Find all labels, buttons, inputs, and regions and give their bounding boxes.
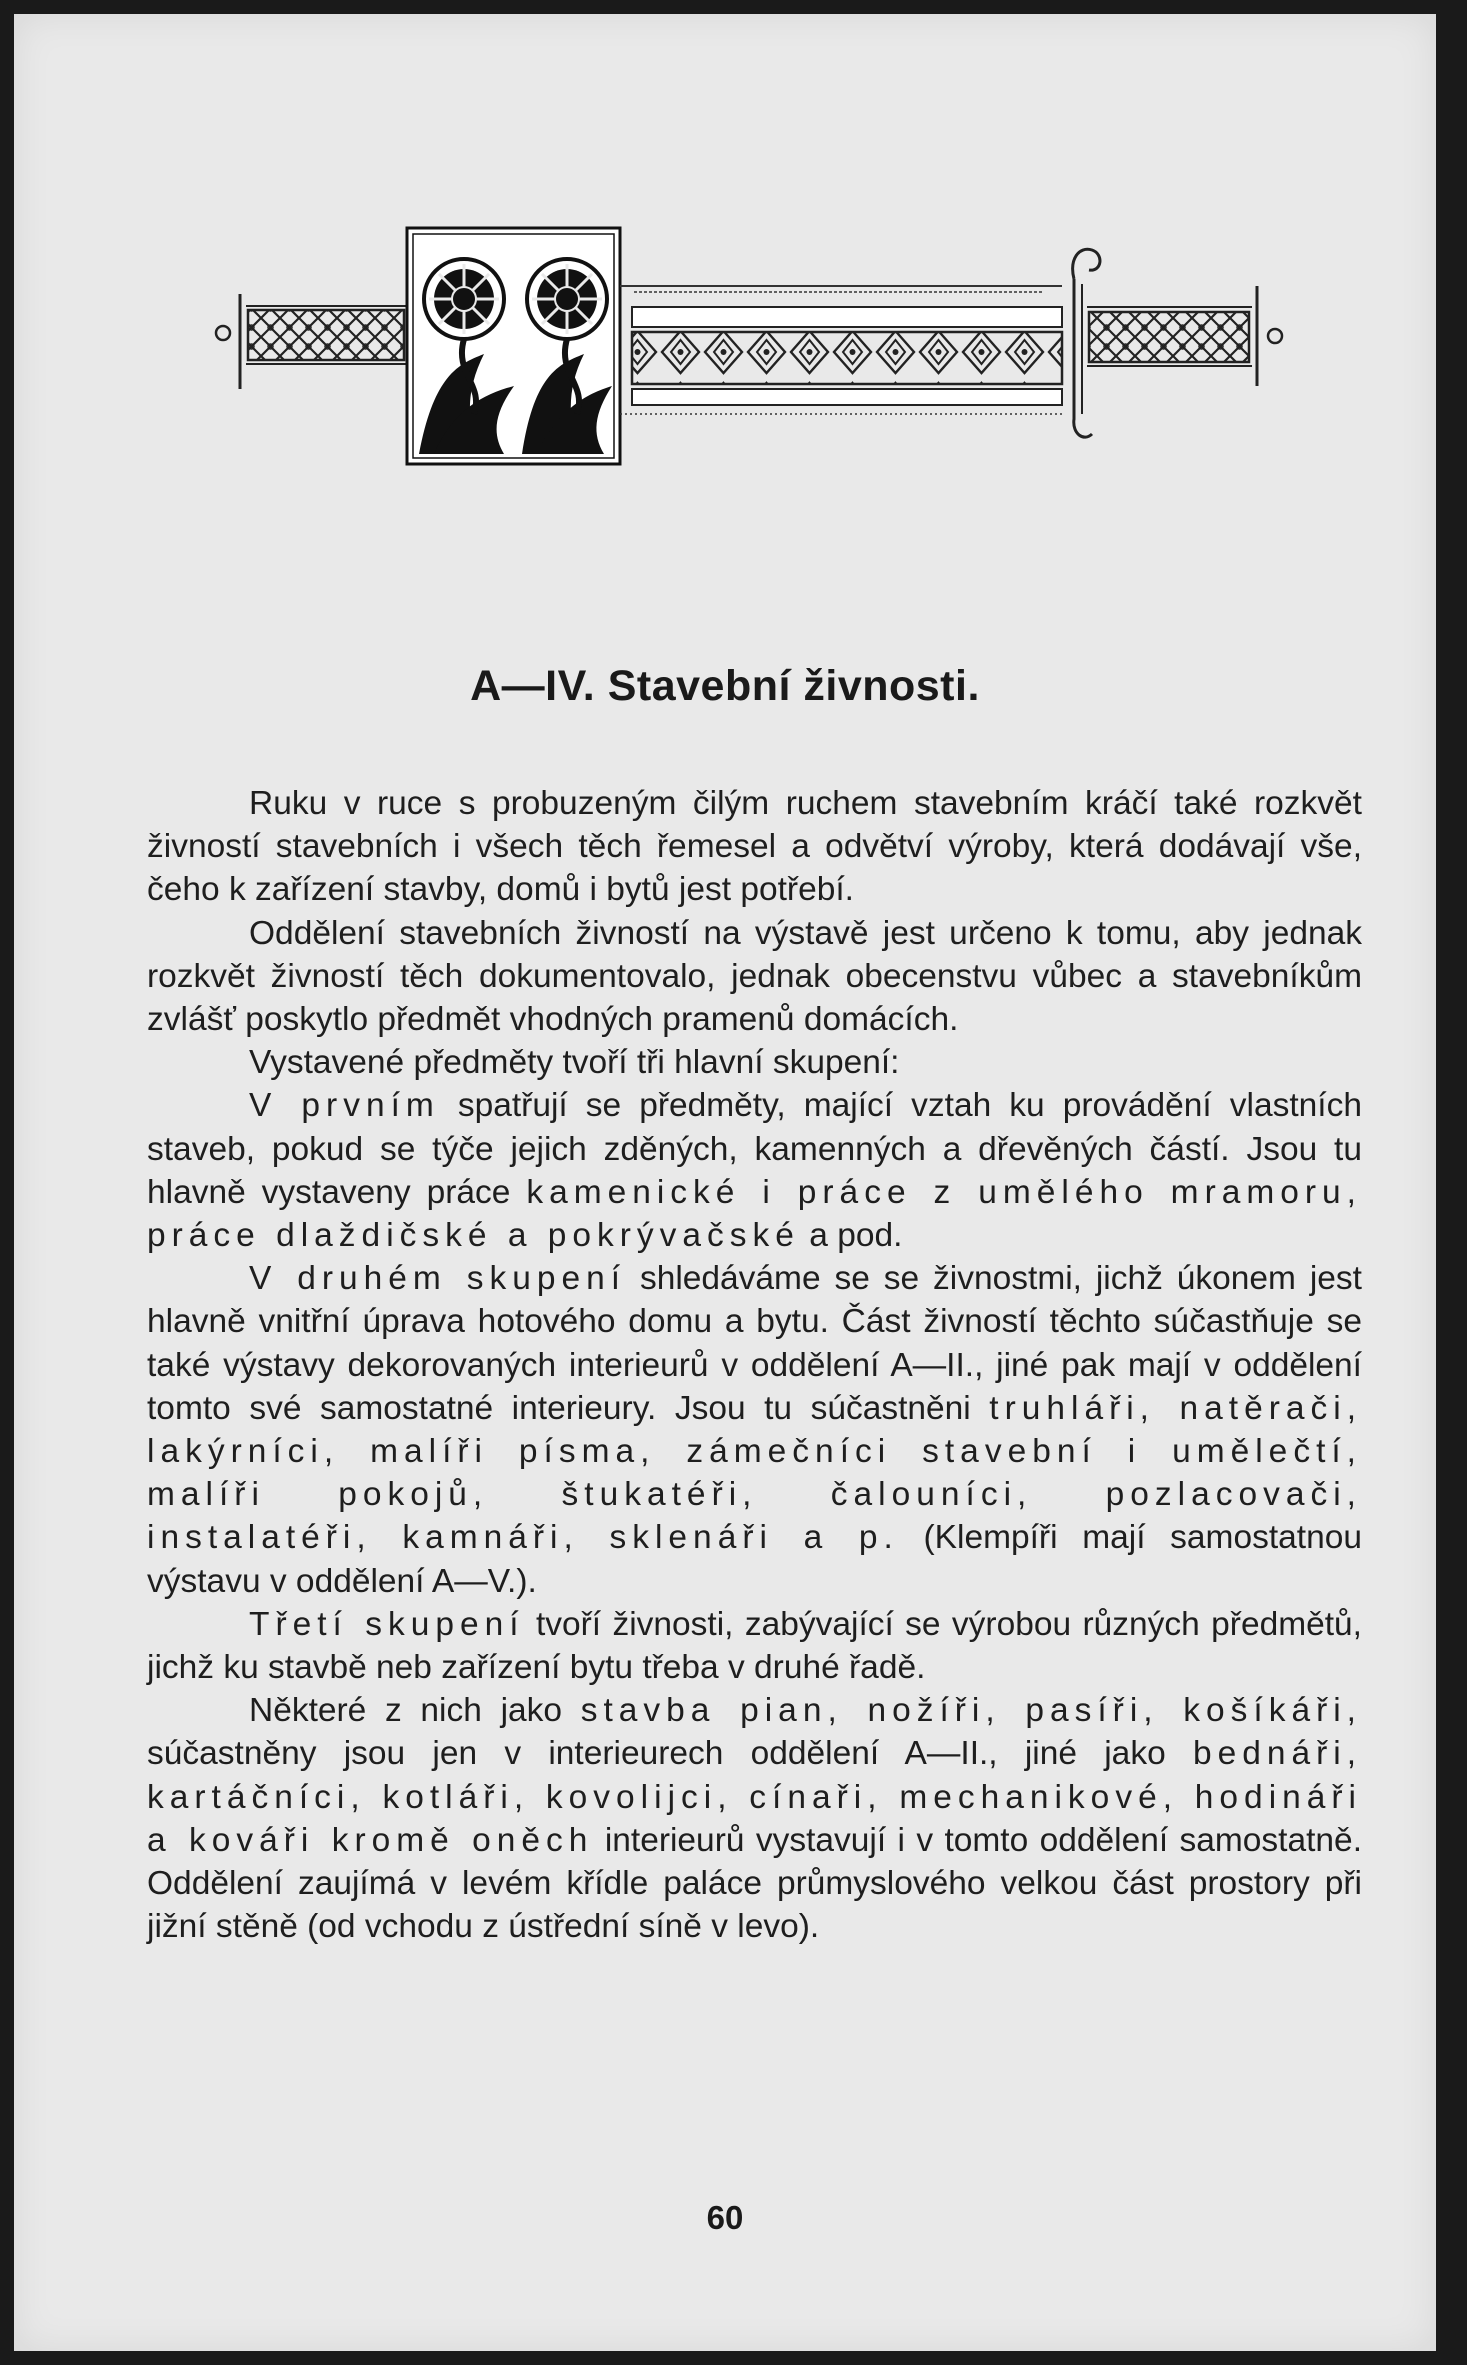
decorative-header-ornament bbox=[14, 14, 1436, 534]
flower-panel-icon bbox=[407, 228, 620, 464]
section-heading: A—IV. Stavební živnosti. bbox=[470, 662, 980, 710]
spaced-emphasis: V druhém skupení bbox=[249, 1260, 627, 1298]
paragraph bbox=[147, 1603, 1362, 1689]
text-run: interieurů vystavují i v tomto oddělení samostatně. Oddělení zaujímá v levém křídle paláce průmyslového velkou část prostory při jižní stěně (od vchodu z ústřední síně v levo). bbox=[147, 1821, 1362, 1946]
text-run: Vystavené předměty tvoří tři hlavní skupení: bbox=[249, 1044, 900, 1082]
body-text bbox=[147, 782, 1362, 1948]
spaced-emphasis: stavba pian, nožíři, pasíři, košíkáři, bbox=[580, 1692, 1362, 1730]
text-run: Ruku v ruce s probuzeným čilým ruchem stavebním kráčí také rozkvět živností stavebních i všech těch řemesel a odvětví výroby, která dodávají vše, čeho k zařízení stavby, domů i bytů jest potřebí. bbox=[147, 785, 1362, 909]
page-number: 60 bbox=[706, 2199, 744, 2236]
paragraph bbox=[147, 1041, 1362, 1084]
text-run: Některé z nich jako bbox=[249, 1692, 581, 1730]
text-run: (Klempíři mají samostatnou výstavu v oddělení A—V.). bbox=[147, 1519, 1362, 1600]
paragraph bbox=[147, 1689, 1362, 1948]
book-page bbox=[14, 14, 1436, 2351]
paragraph bbox=[147, 782, 1362, 912]
text-run: a pod. bbox=[799, 1217, 903, 1255]
spaced-emphasis: V prvním bbox=[249, 1087, 440, 1125]
text-run: shledáváme se se živnostmi, jichž úkonem jest hlavně vnitřní úprava hotového domu a bytu. Část živností těchto súčastňuje se také výstavy dekorovaných interieurů v oddělení A—II., jiné pak mají v oddělení tomto své samostatné interieury. Jsou tu súčastněni bbox=[147, 1260, 1362, 1427]
text-run: Oddělení stavebních živností na výstavě jest určeno k tomu, aby jednak rozkvět živností těch dokumentovalo, jednak obecenstvu vůbec a stavebníkům zvlášť poskytlo předmět vhodných pramenů domácích. bbox=[147, 914, 1362, 1039]
paragraph bbox=[147, 912, 1362, 1042]
text-run: tvoří živnosti, zabývající se výrobou různých předmětů, jichž ku stavbě neb zařízení bytu třeba v druhé řadě. bbox=[147, 1605, 1362, 1687]
left-knob-icon bbox=[216, 326, 230, 340]
spaced-emphasis: kamenické i práce z umělého mramoru, práce dlaždičské a pokrývačské bbox=[147, 1173, 1362, 1255]
spaced-emphasis: bednáři, kartáčníci, kotláři, kovolijci, cínaři, mechanikové, hodináři a kováři kromě oněch bbox=[147, 1735, 1362, 1859]
spaced-emphasis: truhláři, natěrači, lakýrníci, malíři písma, zámečníci stavební i umělečtí, malíři pokojů, štukatéři, čalouníci, pozlacovači, instalatéři, kamnáři, sklenáři a p. bbox=[147, 1389, 1363, 1557]
text-run: súčastněny jsou jen v interieurech oddělení A—II., jiné jako bbox=[147, 1735, 1193, 1773]
paragraph bbox=[147, 1084, 1362, 1257]
paragraph bbox=[147, 1257, 1362, 1603]
text-run: spatřují se předměty, mající vztah ku provádění vlastních staveb, pokud se týče jejich zděných, kamenných a dřevěných částí. Jsou tu hlavně vystaveny práce bbox=[147, 1087, 1362, 1211]
spaced-emphasis: Třetí skupení bbox=[249, 1605, 525, 1643]
right-knob-icon bbox=[1268, 329, 1282, 343]
